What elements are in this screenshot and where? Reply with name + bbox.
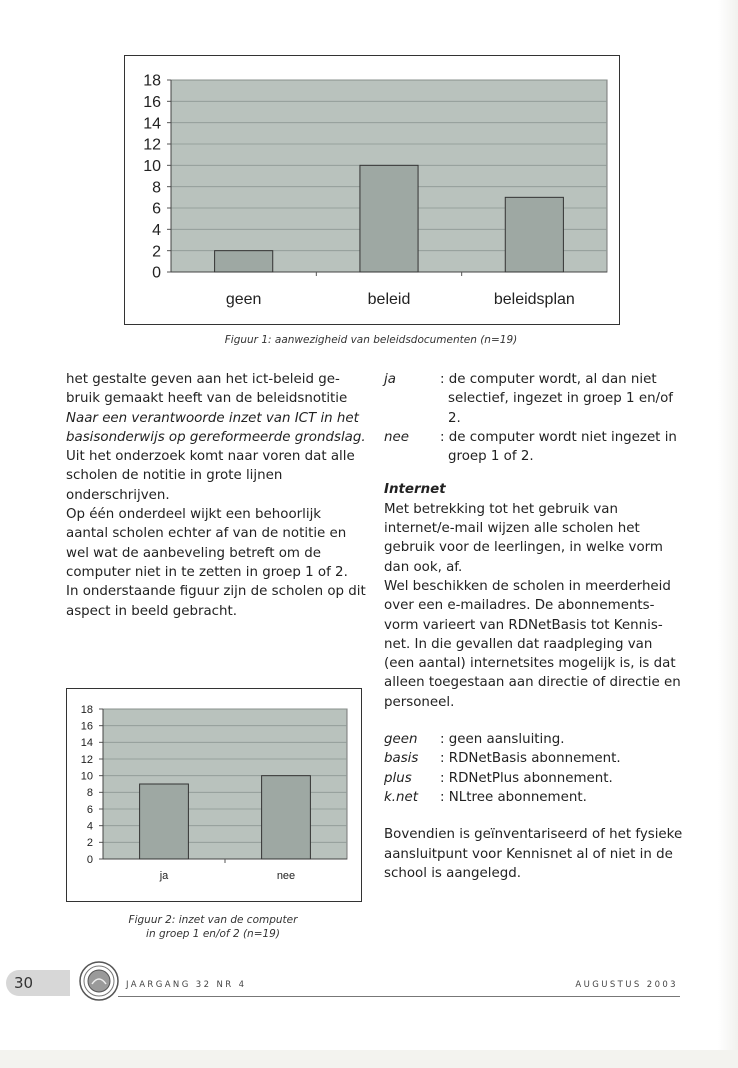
left-column bbox=[66, 370, 366, 621]
y-tick-label: 16 bbox=[80, 720, 93, 733]
spacer bbox=[384, 712, 684, 730]
bar-beleidsplan bbox=[505, 197, 563, 272]
y-tick-label: 8 bbox=[86, 787, 93, 800]
y-tick-label: 4 bbox=[152, 221, 161, 239]
subscription-row bbox=[384, 730, 684, 749]
subscription-term: geen bbox=[384, 732, 418, 748]
subscription-term: basis bbox=[384, 751, 419, 767]
figure2-caption-line1: Figuur 2: inzet van de computer bbox=[128, 914, 298, 926]
policy-title: Naar een verantwoorde inzet van ICT in het basisonderwijs op gereformeerde grondslag. bbox=[66, 410, 366, 445]
subscription-desc: : RDNetBasis abonnement. bbox=[440, 751, 621, 767]
bar-nee bbox=[262, 776, 311, 859]
definition-desc: : de computer wordt, al dan niet selectief, ingezet in groep 1 en/of 2. bbox=[440, 372, 673, 426]
x-tick-label: beleid bbox=[367, 291, 411, 308]
subscription-term: plus bbox=[384, 770, 412, 786]
y-tick-label: 14 bbox=[143, 115, 161, 133]
x-tick-label: nee bbox=[276, 870, 296, 882]
y-tick-label: 8 bbox=[152, 179, 161, 197]
definition-term: ja bbox=[384, 372, 396, 387]
figure1-caption: Figuur 1: aanwezigheid van beleidsdocumenten (n=19) bbox=[224, 334, 518, 346]
y-tick-label: 0 bbox=[152, 264, 161, 282]
page-number: 30 bbox=[14, 974, 34, 992]
bar-geen bbox=[215, 251, 273, 272]
y-tick-label: 2 bbox=[152, 243, 161, 261]
subscription-row bbox=[384, 749, 684, 768]
bar-beleid bbox=[360, 165, 418, 272]
x-tick-label: geen bbox=[225, 291, 262, 308]
subscription-desc: : geen aansluiting. bbox=[440, 732, 565, 748]
page-bottom-edge bbox=[0, 1050, 738, 1068]
footer-rule bbox=[118, 996, 680, 997]
subscription-term: k.net bbox=[384, 789, 418, 805]
paragraph-1 bbox=[66, 370, 366, 447]
spacer bbox=[384, 807, 684, 825]
section-heading-internet: Internet bbox=[384, 482, 446, 498]
definition-row bbox=[384, 428, 684, 467]
definition-term: nee bbox=[384, 429, 409, 445]
y-tick-label: 10 bbox=[143, 157, 161, 175]
y-tick-label: 4 bbox=[86, 820, 93, 833]
paragraph-2: Uit het onderzoek komt naar voren dat alle scholen de notitie in grote lijnen onderschrijven. bbox=[66, 449, 355, 503]
chart-inzet-computer bbox=[66, 688, 362, 902]
x-tick-label: beleidsplan bbox=[493, 291, 575, 308]
footer-date: AUGUSTUS 2003 bbox=[575, 980, 678, 990]
y-tick-label: 16 bbox=[143, 93, 161, 111]
y-tick-label: 12 bbox=[80, 753, 93, 766]
right-column bbox=[384, 370, 684, 883]
subscription-row bbox=[384, 788, 684, 807]
definition-desc: : de computer wordt niet ingezet in groep 1 of 2. bbox=[440, 429, 677, 465]
y-tick-label: 0 bbox=[86, 853, 93, 866]
subscription-row bbox=[384, 769, 684, 788]
y-tick-label: 2 bbox=[86, 837, 93, 850]
x-tick-label: ja bbox=[159, 870, 169, 882]
y-tick-label: 6 bbox=[86, 803, 93, 816]
y-tick-label: 12 bbox=[143, 136, 161, 154]
y-tick-label: 6 bbox=[152, 200, 161, 218]
y-tick-label: 14 bbox=[80, 737, 93, 750]
paragraph-1-text: het gestalte geven aan het ict-beleid ge-bruik gemaakt heeft van de beleidsnotitie bbox=[66, 372, 348, 407]
definition-row bbox=[384, 370, 684, 428]
footer-volume: JAARGANG 32 NR 4 bbox=[126, 980, 247, 990]
paragraph-3: Op één onderdeel wijkt een behoorlijk aantal scholen echter af van de notitie en wel wat de aanbeveling betreft om de computer niet in te zetten in groep 1 of 2. bbox=[66, 507, 348, 580]
bar-ja bbox=[140, 784, 189, 859]
internet-paragraph-2: Wel beschikken de scholen in meerderheid over een e-mailadres. De abonnements-vorm varieert van RDNetBasis tot Kennis-net. In die gevallen dat raadpleging van (een aantal) internetsites mogelijk is, is dat alleen toegestaan aan directie of directie en personeel. bbox=[384, 578, 681, 710]
subscription-desc: : NLtree abonnement. bbox=[440, 789, 587, 805]
y-tick-label: 10 bbox=[80, 770, 93, 783]
journal-seal-logo bbox=[78, 960, 120, 1002]
internet-paragraph-3: Bovendien is geïnventariseerd of het fysieke aansluitpunt voor Kennisnet al of niet in de school is aangelegd. bbox=[384, 827, 683, 881]
page-edge-shadow bbox=[718, 0, 738, 1068]
y-tick-label: 18 bbox=[143, 72, 161, 90]
paragraph-4: In onderstaande figuur zijn de scholen op dit aspect in beeld gebracht. bbox=[66, 584, 366, 619]
chart1-svg bbox=[125, 56, 619, 324]
figure2-caption bbox=[66, 913, 360, 941]
internet-paragraph-1: Met betrekking tot het gebruik van internet/e-mail wijzen alle scholen het gebruik voor de leerlingen, in welke vorm dan ook, af. bbox=[384, 501, 663, 575]
subscription-desc: : RDNetPlus abonnement. bbox=[440, 770, 613, 786]
y-tick-label: 18 bbox=[80, 703, 93, 716]
figure2-caption-line2: in groep 1 en/of 2 (n=19) bbox=[146, 928, 280, 940]
chart2-svg bbox=[67, 689, 361, 901]
chart-beleidsdocumenten bbox=[124, 55, 620, 325]
